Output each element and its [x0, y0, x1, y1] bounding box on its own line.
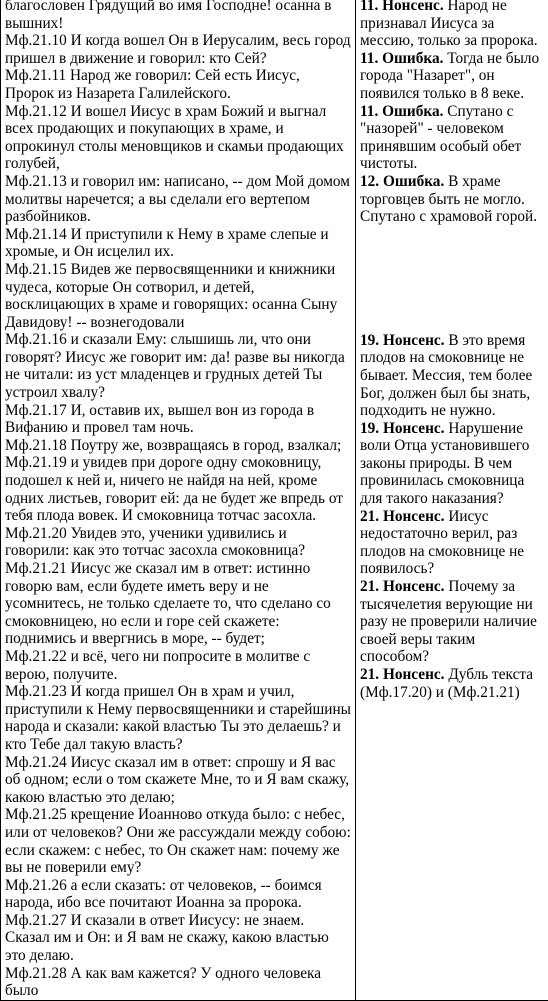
note-text: Дубль текста (Мф.17.20) и (Мф.21.21)	[360, 666, 533, 701]
verse-line: Мф.21.18 Поутру же, возвращаясь в город, взалкал;	[5, 437, 351, 455]
note-entry	[360, 103, 544, 173]
gospel-text-column	[1, 0, 356, 1000]
verse-line: Мф.21.15 Видев же первосвященники и книжники чудеса, которые Он сотворил, и детей, восклицающих в храме и говорящих: осанна Сыну Давидову! -- вознегодовали	[5, 261, 351, 331]
note-text: Спутано с "назорей" - человеком принявшим особый обет чистоты.	[360, 103, 521, 173]
verse-line: Мф.21.16 и сказали Ему: слышишь ли, что они говорят? Иисус же говорит им: да! разве вы никогда не читали: из уст младенцев и грудных детей Ты устроил хвалу?	[5, 331, 351, 401]
verse-line: Мф.21.23 И когда пришел Он в храм и учил, приступили к Нему первосвященники и старейшины народа и сказали: какой властью Ты это делаешь? и кто Тебе дал такую власть?	[5, 683, 351, 753]
note-tag: 19. Нонсенс.	[360, 332, 445, 349]
note-entry	[360, 420, 544, 508]
verse-line: Мф.21.22 и всё, чего ни попросите в молитве с верою, получите.	[5, 648, 351, 683]
verse-line: Мф.21.21 Иисус же сказал им в ответ: истинно говорю вам, если будете иметь веру и не усомнитесь, не только сделаете то, что сделано со смоковницею, но если и горе сей скажете: поднимись и ввергнись в море, -- будет;	[5, 560, 351, 648]
verse-line: Мф.21.10 И когда вошел Он в Иерусалим, весь город пришел в движение и говорил: кто Сей?	[5, 32, 351, 67]
verse-line: Мф.21.28 А как вам кажется? У одного человека было	[5, 965, 351, 1000]
note-text: В это время плодов на смоковнице не бывает. Мессия, тем более Бог, должен был бы знать, подходить не нужно.	[360, 332, 532, 419]
note-tag: 21. Нонсенс.	[360, 508, 445, 525]
spacer	[360, 226, 544, 332]
verse-line: Мф.21.13 и говорил им: написано, -- дом Мой домом молитвы наречется; а вы сделали его вертепом разбойников.	[5, 173, 351, 226]
note-text: Народ не признавал Иисуса за мессию, только за пророка.	[360, 0, 538, 49]
note-tag: 11. Ошибка.	[360, 103, 443, 120]
note-text: В храме торговцев быть не могло. Спутано с храмовой горой.	[360, 173, 537, 225]
note-text: Почему за тысячелетия верующие ни разу не проверили наличие своей веры таким способом?	[360, 578, 537, 665]
note-tag: 12. Ошибка.	[360, 173, 444, 190]
note-text: Иисус недостаточно верил, раз плодов на смоковнице не появилось?	[360, 508, 524, 578]
note-entry	[360, 50, 544, 103]
verse-line: Мф.21.11 Народ же говорил: Сей есть Иисус, Пророк из Назарета Галилейского.	[5, 67, 351, 102]
note-text: Тогда не было города "Назарет", он появился только в 8 веке.	[360, 50, 539, 102]
verse-line: Мф.21.17 И, оставив их, вышел вон из города в Вифанию и провел там ночь.	[5, 402, 351, 437]
note-entry	[360, 578, 544, 666]
note-tag: 21. Нонсенс.	[360, 578, 445, 595]
verse-line: благословен Грядущий во имя Господне! осанна в вышних!	[5, 0, 351, 32]
note-entry	[360, 332, 544, 420]
commentary-column	[356, 0, 548, 1000]
note-entry	[360, 666, 544, 701]
note-entry	[360, 173, 544, 226]
note-tag: 11. Нонсенс.	[360, 0, 444, 14]
verse-line: Мф.21.20 Увидев это, ученики удивились и говорили: как это тотчас засохла смоковница?	[5, 525, 351, 560]
verse-line: Мф.21.24 Иисус сказал им в ответ: спрошу и Я вас об одном; если о том скажете Мне, то и Я вам скажу, какою властью это делаю;	[5, 754, 351, 807]
verse-line: Мф.21.25 крещение Иоанново откуда было: с небес, или от человеков? Они же рассуждали между собою: если скажем: с небес, то Он скажет нам: почему же вы не поверили ему?	[5, 806, 351, 876]
verse-line: Мф.21.27 И сказали в ответ Иисусу: не знаем. Сказал им и Он: и Я вам не скажу, какою властью это делаю.	[5, 912, 351, 965]
verse-line: Мф.21.19 и увидев при дороге одну смоковницу, подошел к ней и, ничего не найдя на ней, кроме одних листьев, говорит ей: да не будет же впредь от тебя плода вовек. И смоковница тотчас засохла.	[5, 454, 351, 524]
verse-line: Мф.21.14 И приступили к Нему в храме слепые и хромые, и Он исцелил их.	[5, 226, 351, 261]
verse-line: Мф.21.26 а если сказать: от человеков, -- боимся народа, ибо все почитают Иоанна за пророка.	[5, 877, 351, 912]
note-tag: 21. Нонсенс.	[360, 666, 445, 683]
note-tag: 19. Нонсенс.	[360, 420, 445, 437]
table-row	[1, 0, 548, 1000]
verse-line: Мф.21.12 И вошел Иисус в храм Божий и выгнал всех продающих и покупающих в храме, и опрокинул столы меновщиков и скамьи продающих голубей,	[5, 103, 351, 173]
note-entry	[360, 508, 544, 578]
note-tag: 11. Ошибка.	[360, 50, 443, 67]
note-entry	[360, 0, 544, 50]
note-text: Нарушение воли Отца установившего законы природы. В чем провинилась смоковница для такого наказания?	[360, 420, 529, 507]
